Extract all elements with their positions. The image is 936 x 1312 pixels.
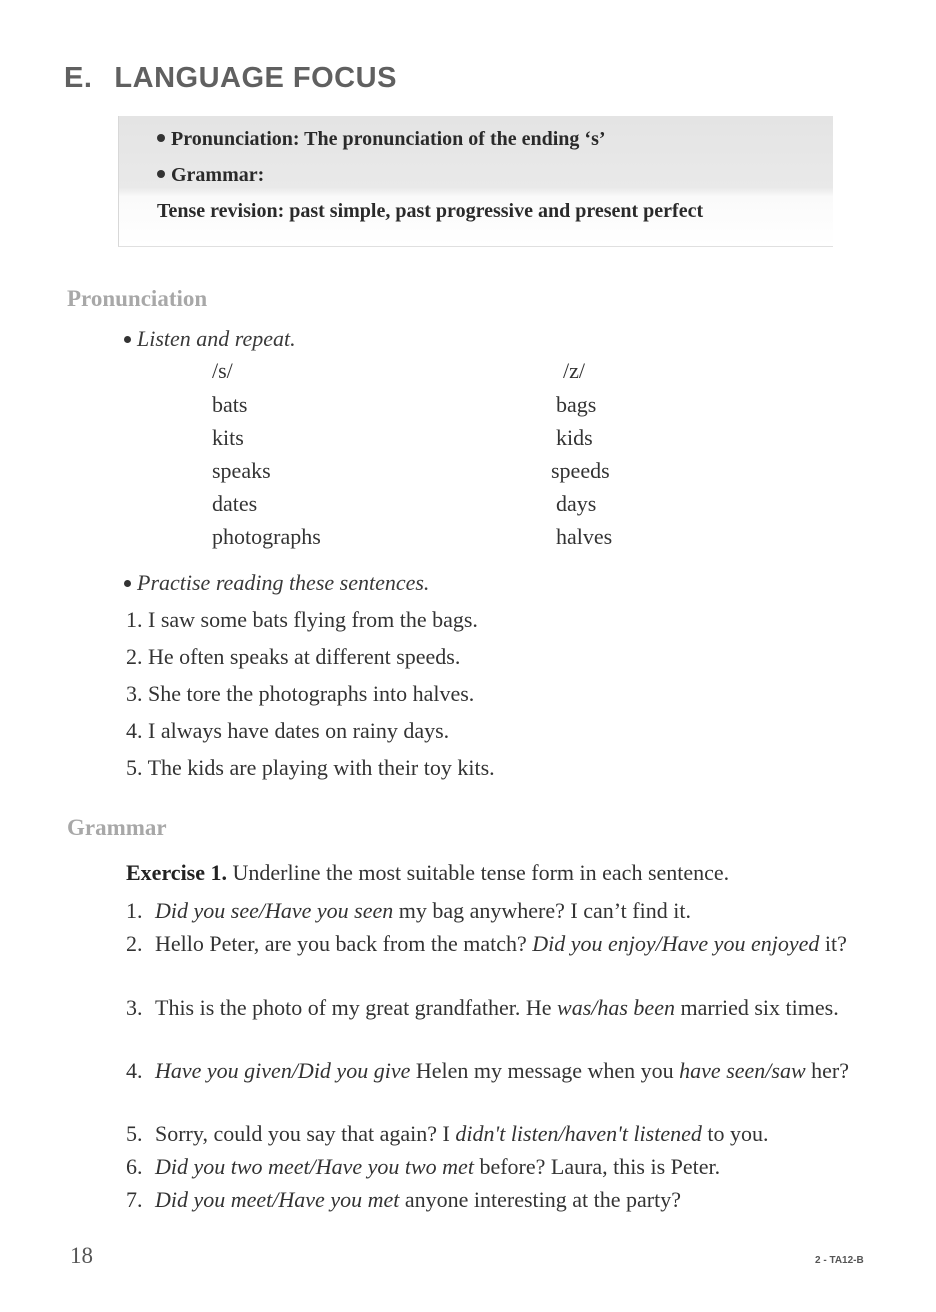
tense-options: Did you enjoy/Have you enjoyed	[532, 931, 820, 956]
practice-sentence: 5. The kids are playing with their toy kits.	[126, 755, 495, 780]
practice-sentence: 3. She tore the photographs into halves.	[126, 681, 475, 706]
sentence-text: to you.	[701, 1121, 769, 1146]
sentence-text: her?	[805, 1058, 849, 1083]
word-s: kits	[212, 425, 244, 450]
grammar-heading: Grammar	[67, 815, 167, 840]
page-number: 18	[70, 1243, 93, 1268]
sentence-text: Hello Peter, are you back from the match?	[155, 931, 533, 956]
instruction-listen: Listen and repeat.	[124, 326, 296, 352]
sentence-text: This is the photo of my great grandfather. He	[155, 995, 558, 1020]
bullet-icon	[157, 134, 165, 142]
practice-sentence: 1. I saw some bats flying from the bags.	[126, 607, 478, 632]
exercise-item: 5. Sorry, could you say that again? I didn't listen/haven't listened to you.	[126, 1121, 769, 1146]
sentence-text: anyone interesting at the party?	[399, 1187, 681, 1212]
instruction-practise: Practise reading these sentences.	[124, 570, 429, 596]
bullet-icon	[157, 170, 165, 178]
pronunciation-heading: Pronunciation	[67, 286, 208, 311]
word-z: speeds	[551, 458, 610, 483]
word-z: bags	[556, 392, 597, 417]
exercise-item: 7. Did you meet/Have you met anyone interesting at the party?	[126, 1187, 681, 1212]
focus-box	[118, 116, 833, 247]
tense-options: have seen/saw	[679, 1058, 806, 1083]
exercise-label: Exercise 1.	[126, 860, 228, 885]
page-code: 2 - TA12-B	[815, 1255, 864, 1266]
sentence-text: Helen my message when you	[410, 1058, 680, 1083]
sentence-text: before? Laura, this is Peter.	[473, 1154, 721, 1179]
word-z: kids	[556, 425, 593, 450]
tense-options: Did you two meet/Have you two met	[155, 1154, 474, 1179]
tense-options: didn't listen/haven't listened	[455, 1121, 702, 1146]
word-z: days	[556, 491, 597, 516]
sentence-text: my bag anywhere? I can’t find it.	[393, 898, 691, 923]
practice-sentence: 4. I always have dates on rainy days.	[126, 718, 450, 743]
word-s: bats	[212, 392, 248, 417]
tense-options: was/has been	[557, 995, 675, 1020]
tense-options: Did you see/Have you seen	[155, 898, 394, 923]
practice-sentence: 2. He often speaks at different speeds.	[126, 644, 461, 669]
word-z: halves	[556, 524, 613, 549]
section-letter: E.	[64, 62, 93, 94]
exercise-heading	[126, 860, 729, 886]
exercise-item: 4. Have you given/Did you give Helen my message when you have seen/saw her?	[126, 1058, 849, 1083]
sentence-text: it?	[819, 931, 847, 956]
bullet-icon	[124, 336, 131, 343]
focus-grammar: Grammar:	[157, 164, 264, 187]
exercise-item: 6. Did you two meet/Have you two met before? Laura, this is Peter.	[126, 1154, 721, 1179]
section-title-text: LANGUAGE FOCUS	[114, 62, 397, 94]
section-title	[64, 62, 397, 95]
bullet-icon	[124, 580, 131, 587]
exercise-instruction: Underline the most suitable tense form in each sentence.	[232, 860, 730, 885]
exercise-item: 2. Hello Peter, are you back from the match? Did you enjoy/Have you enjoyed it?	[126, 931, 847, 956]
word-s: speaks	[212, 458, 271, 483]
word-s: dates	[212, 491, 258, 516]
sentence-text: Sorry, could you say that again? I	[155, 1121, 456, 1146]
word-s: photographs	[212, 524, 321, 549]
tense-options: Have you given/Did you give	[155, 1058, 411, 1083]
exercise-item: 1. Did you see/Have you seen my bag anywhere? I can’t find it.	[126, 898, 691, 923]
col-z-header: /z/	[563, 358, 585, 383]
sentence-text: married six times.	[674, 995, 839, 1020]
focus-tense: Tense revision: past simple, past progressive and present perfect	[157, 200, 704, 222]
exercise-item: 3. This is the photo of my great grandfather. He was/has been married six times.	[126, 995, 839, 1020]
tense-options: Did you meet/Have you met	[155, 1187, 400, 1212]
col-s-header: /s/	[212, 358, 233, 383]
focus-pronunciation: Pronunciation: The pronunciation of the ending ‘s’	[157, 128, 606, 151]
